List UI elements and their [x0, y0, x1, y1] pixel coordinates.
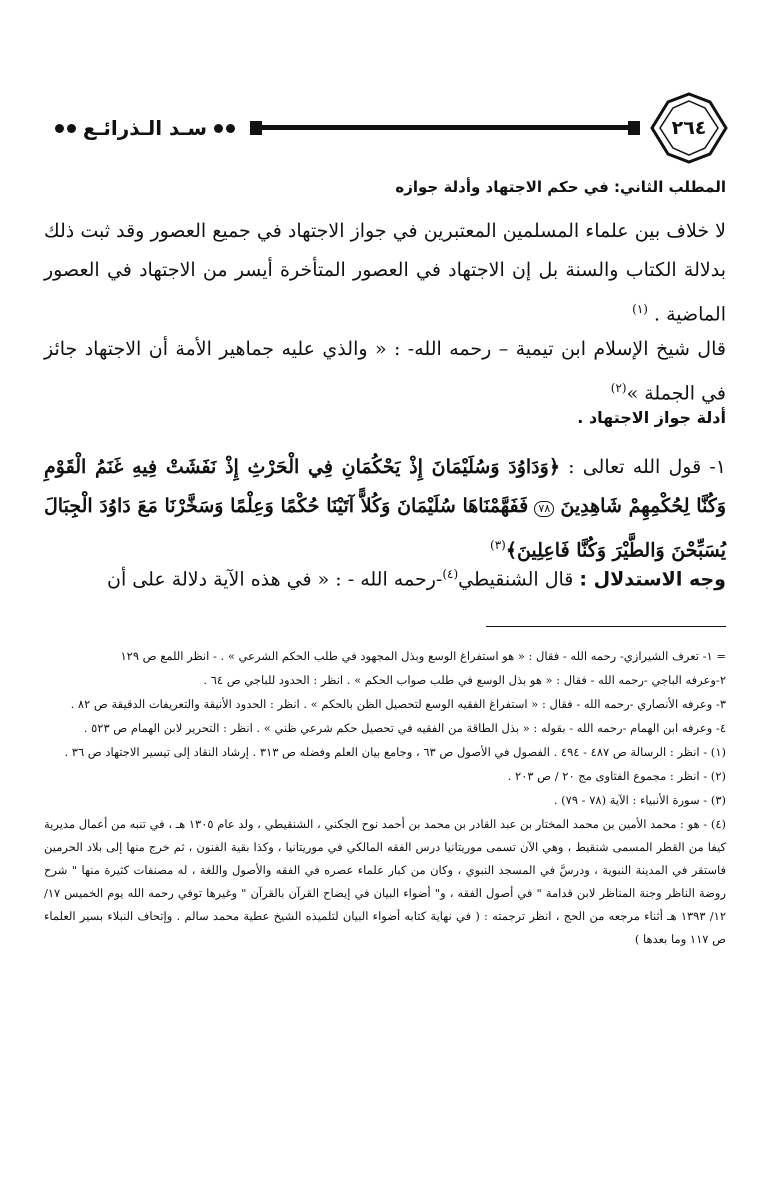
quran-verse-part2: فَفَهَّمْنَاهَا سُلَيْمَانَ وَكُلاًّ آتَيْنَا حُكْمًا وَعِلْمًا وَسَخَّرْنَا مَعَ دَاوُدَ الْجِبَالَ يُسَبِّحْنَ وَالطَّيْرَ وَكُنَّا فَاعِلِينَ﴾	[44, 495, 726, 562]
section-title: المطلب الثاني: في حكم الاجتهاد وأدلة جوازه	[395, 178, 726, 196]
paragraph-1	[44, 212, 726, 334]
bullet-dots-icon	[55, 124, 76, 133]
footnote-ref-3: (٣)	[490, 538, 506, 552]
paragraph-4-text-1: قال الشنقيطي	[458, 568, 574, 591]
paragraph-2-text: قال شيخ الإسلام ابن تيمية – رحمه الله- : « والذي عليه جماهير الأمة أن الاجتهاد جائز في الجملة »	[44, 338, 726, 405]
paragraph-3	[44, 448, 726, 570]
page-header	[40, 92, 728, 164]
running-title	[40, 111, 250, 145]
footnote-item: ٤- وعرفه ابن الهمام -رحمه الله - بقوله : « بذل الطاقة من الفقيه في تحصيل حكم شرعي ظني » . انظر : التحرير لابن الهمام ص ٥٢٣ .	[83, 721, 726, 735]
running-title-text: سـد الـذرائـع	[82, 116, 208, 140]
footnote-ref-2: (٢)	[610, 381, 627, 395]
footnote-ref-1: (١)	[632, 302, 648, 316]
footnote-ref-4: (٤)	[442, 567, 459, 581]
header-rule	[250, 121, 640, 135]
quran-verse-part1: ﴿وَدَاوُدَ وَسُلَيْمَانَ إِذْ يَحْكُمَانِ فِي الْحَرْثِ إِذْ نَفَشَتْ فِيهِ غَنَمُ الْقَوْمِ وَكُنَّا لِحُكْمِهِمْ شَاهِدِينَ	[44, 456, 727, 517]
paragraph-1-text: لا خلاف بين علماء المسلمين المعتبرين في جواز الاجتهاد في جميع العصور وقد ثبت ذلك بدلالة الكتاب والسنة بل إن الاجتهاد في العصور المتأخرة أيسر من الاجتهاد في العصور الماضية .	[44, 220, 726, 326]
footnote-item: (٢) - انظر : مجموع الفتاوى مج ٢٠ / ص ٢٠٣ .	[507, 769, 726, 783]
page-number: ٢٦٤	[671, 117, 707, 139]
footnote-item: = ١- تعرف الشيرازي- رحمه الله - فقال : « هو استفراغ الوسع وبذل المجهود في طلب الحكم الشرعي » . - انظر اللمع ص ١٢٩	[120, 649, 726, 663]
page-number-badge	[650, 92, 728, 164]
footnote-item: ٢-وعرفه الباجي -رحمه الله - فقال : « هو بذل الوسع في طلب صواب الحكم » . انظر : الحدود للباجي ص ٦٤ .	[203, 673, 726, 687]
bullet-dots-icon	[214, 124, 235, 133]
paragraph-4-text-2: -رحمه الله - : « في هذه الآية دلالة على أن	[106, 568, 443, 591]
footnote-item: (٣) - سورة الأنبياء : الآية (٧٨ - ٧٩) .	[553, 793, 726, 807]
paragraph-4-lead: وجه الاستدلال :	[579, 568, 726, 591]
paragraph-4	[44, 555, 726, 599]
evidence-heading: أدلة جواز الاجتهاد .	[577, 408, 726, 427]
paragraph-3-lead: ١- قول الله تعالى :	[568, 456, 726, 478]
footnote-item: (٤) - هو : محمد الأمين بن محمد المختار بن عبد القادر بن محمد بن أحمد نوح الجكني ، الشنقيطي ، ولد عام ١٣٠٥ هـ ، في تنبه من أعمال مديرية كيفا من القطر المسمى شنقيط ، وهي الآن تسمى موريتانيا درس الفقه المالكي في موريتانيا ، وكذا بقية الفنون ، ثم خرج منها إلى بلاد الحرمين فاستقر في المدينة النبوية ، ودرسَّ في المسجد النبوي ، وكان من كبار علماء عصره في الفقه والأصول واللغة ، له مصنفات كثيرة منها " شرح روضة الناظر وجنة المناظر لابن قدامة " في أصول الفقه ، و" أضواء البيان في إيضاح القرآن بالقرآن " وغيرها توفي رحمه الله يوم الخميس ١٧/ ١٢/ ١٣٩٣ هـ أثناء مرجعه من الحج ، انظر ترجمته : ( في نهاية كتابه أضواء البيان لتلميذه الشيخ عطية محمد سالم . وإتحاف النبلاء بسير العلماء ص ١١٧ وما بعدها )	[44, 817, 726, 946]
paragraph-2	[44, 330, 726, 413]
footnote-item: ٣- وعرفه الأنصاري -رحمه الله - فقال : « استفراغ الفقيه الوسع لتحصيل الظن بالحكم » . انظر : الحدود الأنيقة والتعريفات الدقيقة ص ٨٢ .	[70, 697, 726, 711]
footnote-separator	[486, 626, 726, 627]
ayah-number-marker: ٧٨	[534, 501, 554, 517]
footnote-item: (١) - انظر : الرسالة ص ٤٨٧ - ٤٩٤ . الفصول في الأصول ص ٦٣ ، وجامع بيان العلم وفضله ص ٣١٣ . إرشاد النقاد إلى تيسير الاجتهاد ص ٣٦ .	[64, 745, 726, 759]
footnotes	[44, 645, 726, 952]
